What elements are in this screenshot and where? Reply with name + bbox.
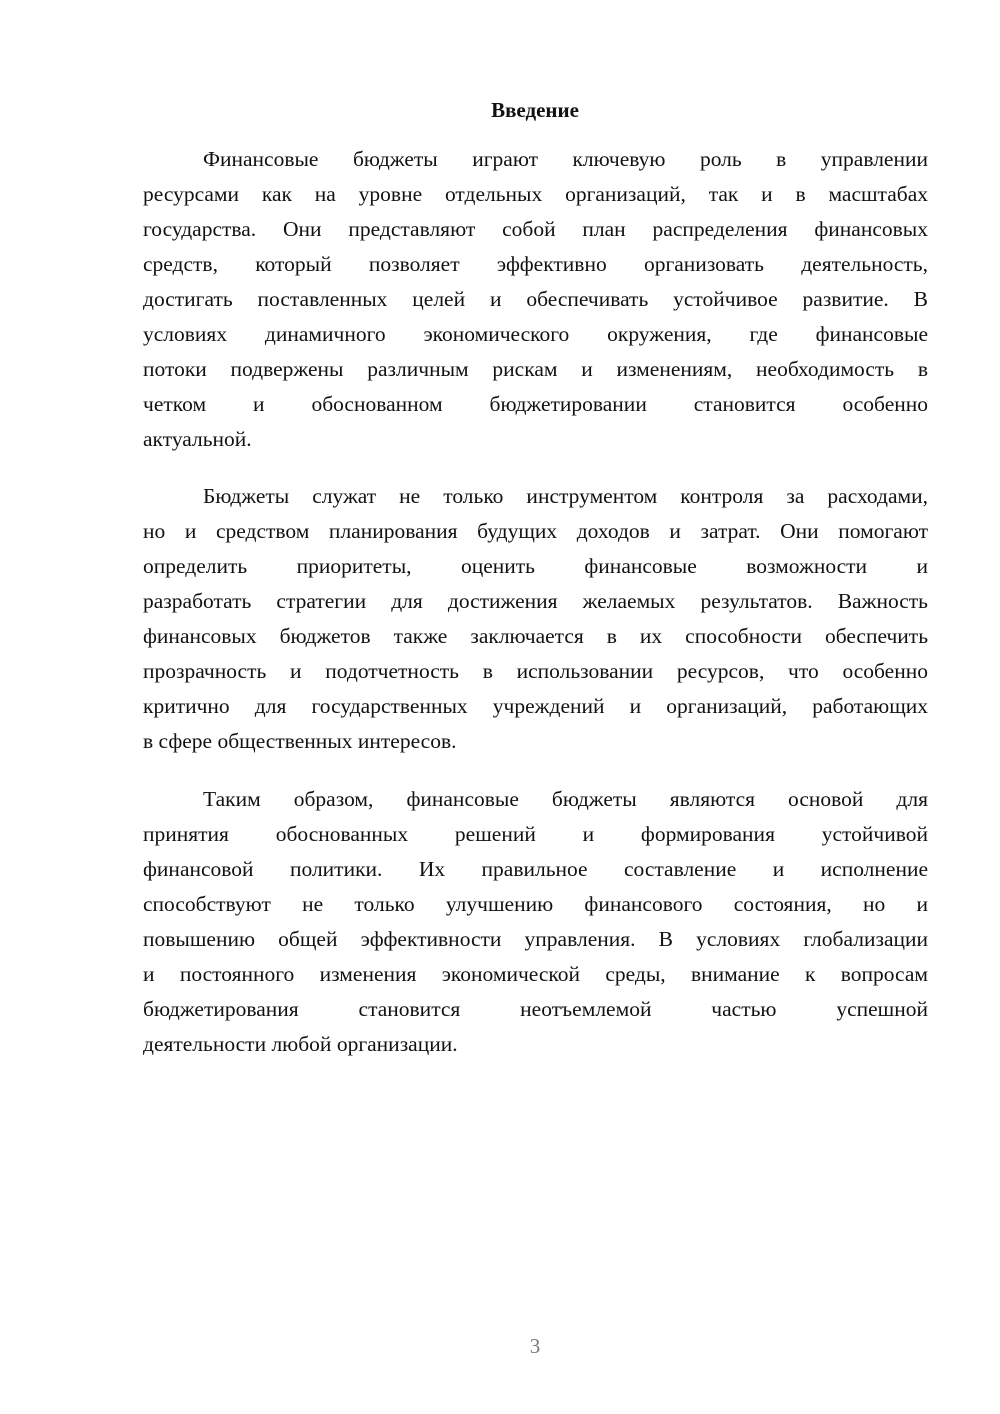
text-line: Таким образом, финансовые бюджеты являются основой для [203,787,928,811]
paragraph-1 [143,142,928,457]
text-line: критично для государственных учреждений и организаций, работающих [143,694,928,718]
page-title: Введение [491,98,579,122]
text-line: Бюджеты служат не только инструментом контроля за расходами, [203,484,928,508]
text-line: повышению общей эффективности управления. В условиях глобализации [143,927,928,951]
text-line: финансовых бюджетов также заключается в их способности обеспечить [143,624,928,648]
text-line: достигать поставленных целей и обеспечивать устойчивое развитие. В [143,287,928,311]
text-line: принятия обоснованных решений и формирования устойчивой [143,822,928,846]
text-line: четком и обоснованном бюджетировании становится особенно [143,392,928,416]
text-line: в сфере общественных интересов. [143,729,457,753]
text-line: финансовой политики. Их правильное составление и исполнение [143,857,928,881]
paragraph-3 [143,782,928,1062]
text-line: прозрачность и подотчетность в использовании ресурсов, что особенно [143,659,928,683]
text-line: актуальной. [143,427,252,451]
text-line: способствуют не только улучшению финансового состояния, но и [143,892,928,916]
page-number: 3 [529,1334,541,1358]
text-line: государства. Они представляют собой план распределения финансовых [143,217,928,241]
text-line: деятельности любой организации. [143,1032,458,1056]
text-line: ресурсами как на уровне отдельных организаций, так и в масштабах [143,182,928,206]
text-line: разработать стратегии для достижения желаемых результатов. Важность [143,589,928,613]
text-line: Финансовые бюджеты играют ключевую роль в управлении [203,147,928,171]
text-line: бюджетирования становится неотъемлемой частью успешной [143,997,928,1021]
text-line: средств, который позволяет эффективно организовать деятельность, [143,252,928,276]
paragraph-2 [143,479,928,759]
text-line: условиях динамичного экономического окружения, где финансовые [143,322,928,346]
text-line: но и средством планирования будущих доходов и затрат. Они помогают [143,519,928,543]
text-line: и постоянного изменения экономической среды, внимание к вопросам [143,962,928,986]
text-line: определить приоритеты, оценить финансовые возможности и [143,554,928,578]
text-line: потоки подвержены различным рискам и изменениям, необходимость в [143,357,928,381]
